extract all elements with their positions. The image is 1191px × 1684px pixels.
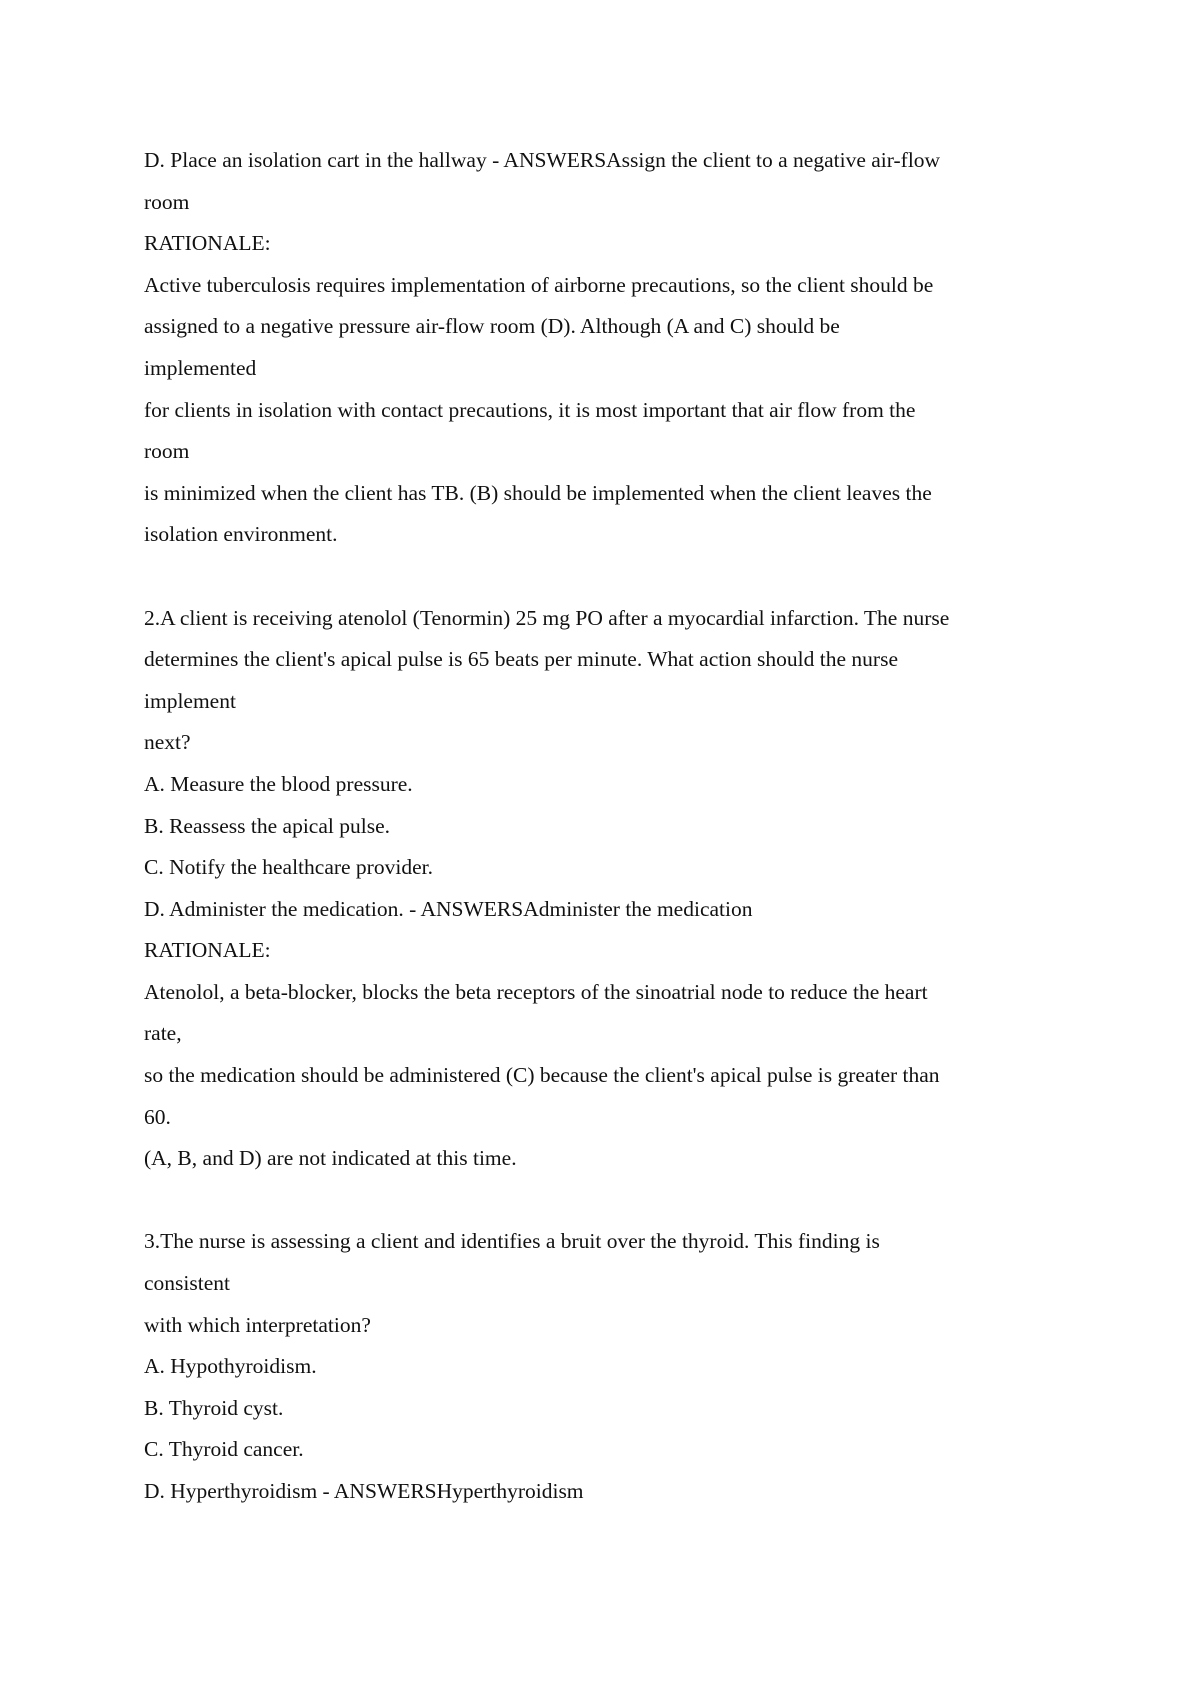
answer-option: D. Hyperthyroidism - ANSWERSHyperthyroidism <box>144 1479 584 1503</box>
text-line: is minimized when the client has TB. (B) should be implemented when the client leaves the <box>144 480 932 505</box>
text-line: (A, B, and D) are not indicated at this time. <box>144 1146 517 1171</box>
paragraph-gap <box>144 556 1064 598</box>
text-line: isolation environment. <box>144 522 338 547</box>
text-line: assigned to a negative pressure air-flow room (D). Although (A and C) should be <box>144 314 840 339</box>
answer-option: D. Administer the medication. - ANSWERSAdminister the medication <box>144 896 753 921</box>
text-line: room <box>144 189 190 214</box>
text-line: room <box>144 439 190 464</box>
text-line: rate, <box>144 1021 182 1046</box>
rationale-heading: RATIONALE: <box>144 231 271 256</box>
text-line: Active tuberculosis requires implementation of airborne precautions, so the client should be <box>144 272 934 297</box>
answer-option: B. Thyroid cyst. <box>144 1395 284 1420</box>
question-text: determines the client's apical pulse is 65 beats per minute. What action should the nurse <box>144 647 898 672</box>
answer-option: B. Reassess the apical pulse. <box>144 813 391 838</box>
q1-answer-block <box>144 140 1064 556</box>
text-line: Atenolol, a beta-blocker, blocks the beta receptors of the sinoatrial node to reduce the heart <box>144 979 928 1004</box>
question-text: consistent <box>144 1271 230 1296</box>
text-line: 60. <box>144 1104 171 1129</box>
answer-option: A. Hypothyroidism. <box>144 1354 317 1379</box>
question-text: 3.The nurse is assessing a client and identifies a bruit over the thyroid. This finding is <box>144 1229 880 1254</box>
question-text: next? <box>144 730 191 755</box>
question-2-block <box>144 598 1064 1180</box>
text-line: so the medication should be administered (C) because the client's apical pulse is greater than <box>144 1063 940 1088</box>
answer-option: C. Notify the healthcare provider. <box>144 855 433 880</box>
question-3-block <box>144 1221 1064 1512</box>
paragraph-gap <box>144 1180 1064 1222</box>
question-text: implement <box>144 688 236 713</box>
question-text: with which interpretation? <box>144 1312 371 1337</box>
question-text: 2.A client is receiving atenolol (Tenormin) 25 mg PO after a myocardial infarction. The nurse <box>144 605 950 630</box>
answer-option: A. Measure the blood pressure. <box>144 771 413 796</box>
document-body <box>144 140 1064 1513</box>
rationale-heading: RATIONALE: <box>144 938 271 963</box>
answer-option: C. Thyroid cancer. <box>144 1437 304 1462</box>
text-line: D. Place an isolation cart in the hallway - ANSWERSAssign the client to a negative air-flow <box>144 148 941 172</box>
text-line: for clients in isolation with contact precautions, it is most important that air flow from the <box>144 397 916 422</box>
text-line: implemented <box>144 355 257 380</box>
